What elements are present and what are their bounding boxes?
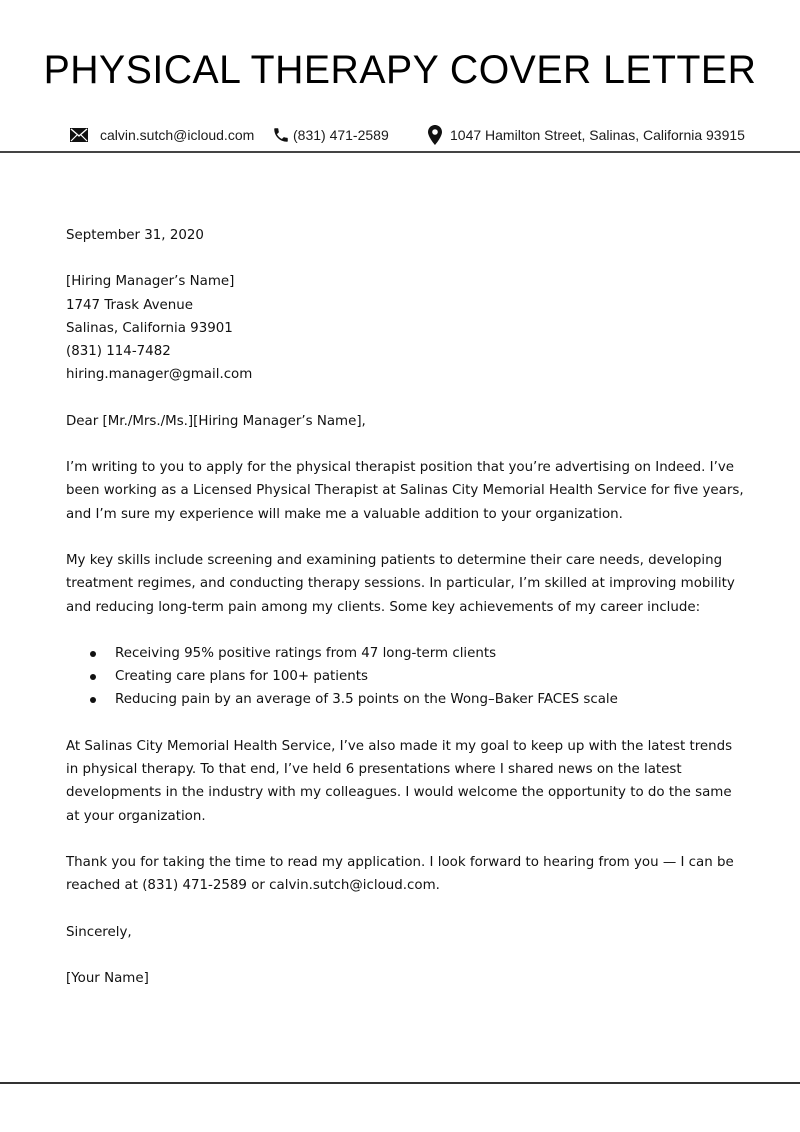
envelope-icon: [70, 128, 88, 142]
paragraph-skills: My key skills include screening and examining patients to determine their care needs, developing treatment regimes, and conducting therapy sessions. In particular, I’m skilled at improving mobility and reducing long-term pain among my clients. Some key achievements of my career include:: [66, 552, 735, 615]
achievements-list: [66, 642, 746, 712]
letter-body: [66, 224, 746, 990]
salutation: Dear [Mr./Mrs./Ms.][Hiring Manager’s Name],: [66, 413, 366, 429]
list-item: Receiving 95% positive ratings from 47 long-term clients: [66, 642, 746, 665]
phone-icon: [272, 126, 290, 144]
footer-divider: [0, 1082, 800, 1084]
list-item: Creating care plans for 100+ patients: [66, 665, 746, 688]
paragraph-presentations: At Salinas City Memorial Health Service, I’ve also made it my goal to keep up with the latest trends in physical therapy. To that end, I’ve held 6 presentations where I shared news on the latest developments in the industry with my colleagues. I would welcome the opportunity to do the same at your organization.: [66, 738, 733, 824]
recipient-block: [66, 270, 746, 386]
contact-phone: [272, 124, 389, 146]
location-pin-icon: [428, 125, 442, 145]
page-title: PHYSICAL THERAPY COVER LETTER: [43, 48, 757, 92]
recipient-street: 1747 Trask Avenue: [66, 297, 193, 313]
email-text: calvin.sutch@icloud.com: [100, 127, 255, 143]
header-divider: [0, 151, 800, 153]
list-item: Reducing pain by an average of 3.5 points on the Wong–Baker FACES scale: [66, 688, 746, 711]
signature: [Your Name]: [66, 970, 149, 986]
contact-bar: [0, 124, 800, 146]
recipient-email: hiring.manager@gmail.com: [66, 367, 253, 383]
letter-date: September 31, 2020: [66, 228, 204, 243]
paragraph-closing: Thank you for taking the time to read my application. I look forward to hearing from you — I can be reached at (831) 471-2589 or calvin.sutch@icloud.com.: [66, 854, 734, 894]
recipient-name: [Hiring Manager’s Name]: [66, 274, 235, 290]
recipient-phone: (831) 114-7482: [66, 344, 171, 360]
contact-email: [70, 124, 254, 146]
paragraph-intro: I’m writing to you to apply for the physical therapist position that you’re advertising on Indeed. I’ve been working as a Licensed Physical Therapist at Salinas City Memorial Health Service for five years, and I’m sure my experience will make me a valuable addition to your organization.: [66, 460, 744, 522]
closing: Sincerely,: [66, 924, 132, 940]
recipient-city: Salinas, California 93901: [66, 320, 233, 336]
contact-address: [428, 124, 745, 146]
phone-text: (831) 471-2589: [293, 127, 389, 143]
address-text: 1047 Hamilton Street, Salinas, California 93915: [450, 127, 745, 143]
